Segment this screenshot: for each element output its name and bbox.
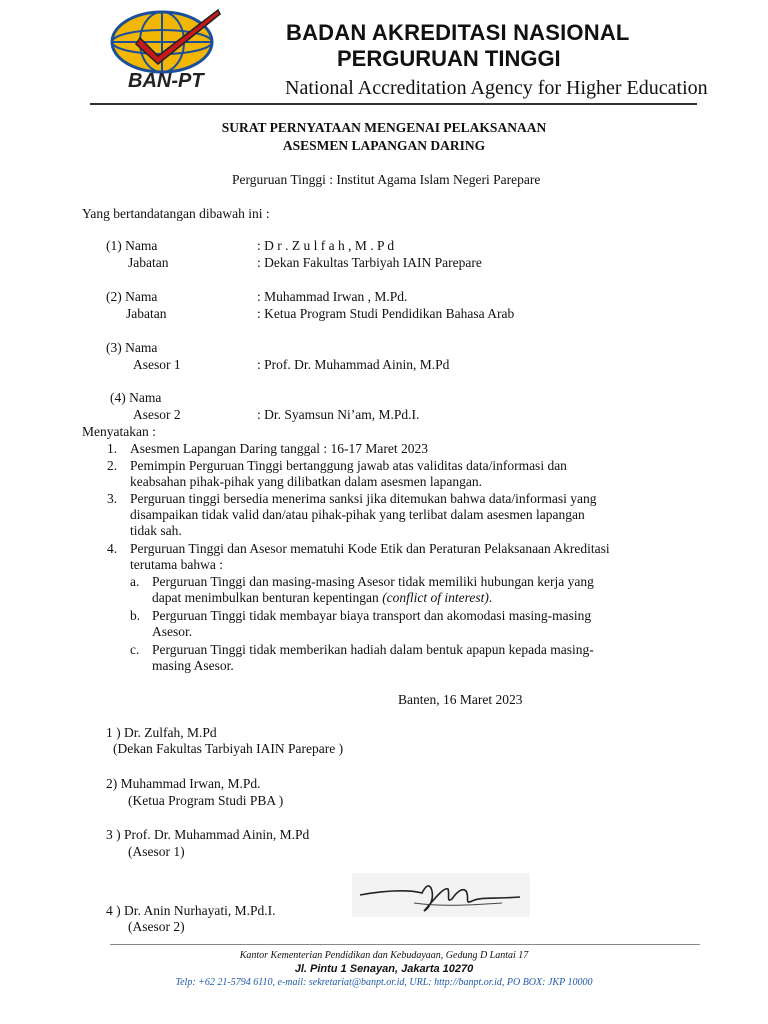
agency-title-line1: BADAN AKREDITASI NASIONAL	[286, 20, 630, 45]
subitem-a-letter: a.	[130, 574, 140, 589]
item-4-number: 4.	[107, 541, 118, 556]
logo	[100, 8, 250, 98]
subitem-a-line2: dapat menimbulkan benturan kepentingan (conflict of interest).	[152, 590, 493, 605]
item-3-text-line2: disampaikan tidak valid dan/atau pihak-pihak yang terlibat dalam asesmen lapangan	[130, 507, 585, 522]
subitem-b-line2: Asesor.	[152, 624, 193, 639]
footer-contact: Telp: +62 21-5794 6110, e-mail: sekretariat@banpt.or.id, URL: http://banpt.or.id, PO BOX: JKP 10000	[175, 977, 593, 988]
signer-4-label: (4) Nama	[110, 390, 162, 405]
signature-2-role: (Ketua Program Studi PBA )	[128, 793, 284, 808]
signature-4-name: 4 ) Dr. Anin Nurhayati, M.Pd.I.	[106, 903, 276, 918]
signer-3-role: : Prof. Dr. Muhammad Ainin, M.Pd	[257, 357, 450, 372]
signer-2-role-label: Jabatan	[126, 306, 167, 321]
agency-title-english: National Accreditation Agency for Higher Education	[285, 77, 708, 99]
logo-text: BAN-PT	[128, 70, 204, 92]
item-3-text-line3: tidak sah.	[130, 523, 182, 538]
signer-2-label: (2) Nama	[106, 289, 158, 304]
subitem-b-letter: b.	[130, 608, 141, 623]
intro-line: Yang bertandatangan dibawah ini :	[82, 206, 270, 221]
agency-title-line2: PERGURUAN TINGGI	[337, 46, 561, 71]
signature-3-name: 3 ) Prof. Dr. Muhammad Ainin, M.Pd	[106, 827, 310, 842]
signer-1-label: (1) Nama	[106, 238, 158, 253]
signer-4-role: : Dr. Syamsun Ni’am, M.Pd.I.	[257, 407, 420, 422]
footer-office: Kantor Kementerian Pendidikan dan Kebudayaan, Gedung D Lantai 17	[239, 950, 529, 961]
subitem-a-line1: Perguruan Tinggi dan masing-masing Asesor tidak memiliki hubungan kerja yang	[152, 574, 594, 589]
item-2-text-line1: Pemimpin Perguruan Tinggi bertanggung jawab atas validitas data/informasi dan	[130, 458, 567, 473]
subitem-c-line1: Perguruan Tinggi tidak memberikan hadiah dalam bentuk apapun kepada masing-	[152, 642, 594, 657]
signer-2-name: : Muhammad Irwan , M.Pd.	[257, 289, 408, 304]
doc-title-line1: SURAT PERNYATAAN MENGENAI PELAKSANAAN	[221, 120, 547, 135]
subitem-c-letter: c.	[130, 642, 140, 657]
signer-1-role: : Dekan Fakultas Tarbiyah IAIN Parepare	[257, 255, 482, 270]
signer-2-role: : Ketua Program Studi Pendidikan Bahasa Arab	[257, 306, 515, 321]
item-3-text-line1: Perguruan tinggi bersedia menerima sanksi jika ditemukan bahwa data/informasi yang	[130, 491, 597, 506]
item-2-number: 2.	[107, 458, 118, 473]
footer-address: Jl. Pintu 1 Senayan, Jakarta 10270	[294, 963, 474, 975]
signature-4-role: (Asesor 2)	[128, 919, 185, 934]
place-date: Banten, 16 Maret 2023	[398, 692, 523, 707]
item-3-number: 3.	[107, 491, 118, 506]
subitem-c-line2: masing Asesor.	[152, 658, 234, 673]
signer-4-role-label: Asesor 2	[133, 407, 181, 422]
signature-3-role: (Asesor 1)	[128, 844, 185, 859]
signer-3-role-label: Asesor 1	[133, 357, 181, 372]
signer-3-label: (3) Nama	[106, 340, 158, 355]
signer-1-role-label: Jabatan	[128, 255, 169, 270]
signature-2-name: 2) Muhammad Irwan, M.Pd.	[106, 776, 261, 791]
institution-line: Perguruan Tinggi : Institut Agama Islam Negeri Parepare	[232, 172, 541, 187]
handwritten-signature	[352, 873, 530, 917]
header-rule	[90, 103, 697, 105]
doc-title-line2: ASESMEN LAPANGAN DARING	[282, 138, 486, 153]
item-1-number: 1.	[107, 441, 118, 456]
item-4-text-line1: Perguruan Tinggi dan Asesor mematuhi Kode Etik dan Peraturan Pelaksanaan Akreditasi	[130, 541, 610, 556]
signer-1-name: : D r . Z u l f a h , M . P d	[257, 238, 395, 253]
item-4-text-line2: terutama bahwa :	[130, 557, 223, 572]
item-1-text: Asesmen Lapangan Daring tanggal : 16-17 Maret 2023	[130, 441, 429, 456]
conflict-of-interest-term: (conflict of interest)	[382, 590, 489, 605]
subitem-b-line1: Perguruan Tinggi tidak membayar biaya transport dan akomodasi masing-masing	[152, 608, 592, 623]
declaration-heading: Menyatakan :	[82, 424, 156, 439]
footer-rule	[110, 944, 700, 945]
item-2-text-line2: keabsahan pihak-pihak yang dilibatkan dalam asesmen lapangan.	[130, 474, 483, 489]
signature-1-name: 1 ) Dr. Zulfah, M.Pd	[106, 725, 217, 740]
signature-1-role: (Dekan Fakultas Tarbiyah IAIN Parepare )	[113, 741, 344, 756]
